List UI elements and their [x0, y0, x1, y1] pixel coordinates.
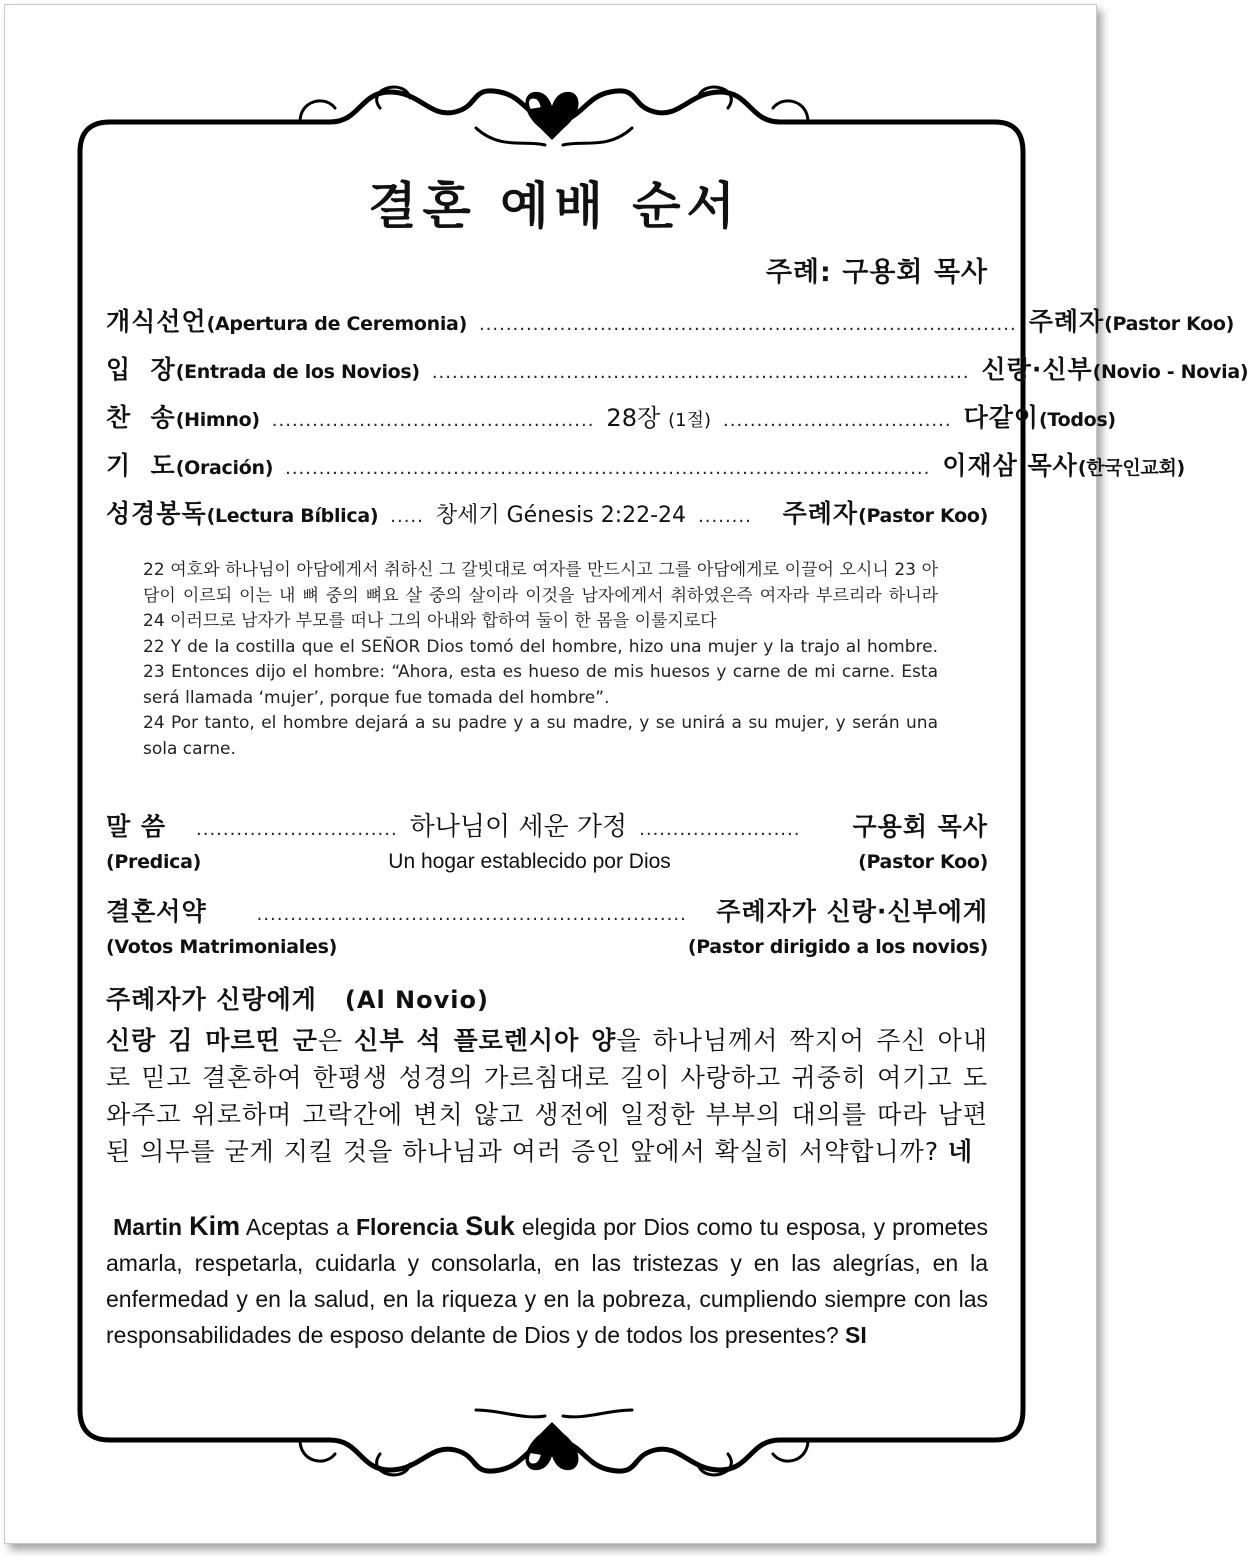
leader-dots: ........ — [698, 506, 752, 527]
vows-right-es: (Pastor dirigido a los novios) — [687, 936, 988, 958]
leader-dots: ................................................................................ — [478, 314, 1017, 335]
item-ko: 입 장 — [106, 355, 176, 384]
verses-spanish-1: 22 Y de la costilla que el SEÑOR Dios tomó del hombre, hizo una mujer y la trajo al hombre. 23 Entonces dijo el hombre: “Ahora, esta es hueso de mis huesos y carne de mi carne. Esta será llamada ‘mujer’, porque fue tomada del hombre”. — [143, 636, 938, 708]
vow-korean — [106, 1022, 988, 1170]
program-row-hymn — [106, 398, 1116, 434]
right-ko: 주례자 — [1028, 307, 1105, 336]
vow-text: elegida por Dios como tu esposa, y prometes amarla, respetarla, cuidarla y consolarla, en las tristezas y en las alegrías, en la enfermedad y en la salud, en la riqueza y en la pobreza, cumpliendo siempre con las responsabilidades de esposo delante de Dios y de todos los presentes? — [106, 1214, 989, 1348]
hymn-verse: (1절) — [668, 410, 712, 431]
right-ko: 이재삼 목사 — [942, 451, 1078, 480]
hymn-number: 28장 — [606, 404, 661, 432]
right-ko: 다같이 — [963, 403, 1040, 432]
vow-text: 을 하나님께서 짝지어 주신 아내로 믿고 결혼하여 한평생 성경의 가르침대로 길이 사랑하고 귀중히 여기고 도와주고 위로하며 고락간에 변치 않고 생전에 일정한 부부의 대의를 따라 남편 된 의무를 굳게 지킬 것을 하나님과 여러 증인 앞에서 확실히 서약합니까? — [106, 1026, 988, 1166]
item-ko: 기 도 — [106, 451, 176, 480]
groom-last-name: Kim — [189, 1211, 241, 1241]
program-row-entrance — [106, 350, 1248, 386]
right-es: (Novio - Novia) — [1092, 361, 1248, 383]
scripture-reference: 창세기 Génesis 2:22-24 — [435, 503, 687, 528]
right-es: (한국인교회) — [1077, 457, 1185, 479]
sermon-title-ko: 하나님이 세운 가정 — [409, 812, 628, 842]
leader-dots: ................................................................................................ — [285, 458, 931, 479]
bride-name-ko: 신부 석 플로렌시아 양 — [354, 1026, 617, 1055]
leader-dots: ................................................................ — [256, 904, 687, 925]
program-row-opening — [106, 302, 1235, 338]
vow-text: Aceptas a — [240, 1214, 356, 1240]
right-ko: 신랑·신부 — [981, 355, 1093, 384]
leader-dots: .................................. — [723, 410, 952, 431]
item-ko: 개식선언 — [106, 307, 207, 336]
vows-row-es — [106, 936, 988, 958]
heading-ko: 주례자가 신랑에게 — [106, 985, 317, 1014]
verses-korean: 22 여호와 하나님이 아담에게서 취하신 그 갈빗대로 여자를 만드시고 그를 아담에게로 이끌어 오시니 23 아담이 이르되 이는 내 뼈 중의 뼈요 살 중의 살이라 이것을 남자에게서 취하였은즉 여자라 부르리라 하니라 24 이러므로 남자가 부모를 떠나 그의 아내와 합하여 둘이 한 몸을 이룰지로다 — [143, 560, 938, 631]
program-row-reading — [106, 494, 988, 530]
sermon-row-es — [106, 850, 988, 874]
bride-last-name: Suk — [465, 1211, 515, 1241]
right-es: (Pastor Koo) — [858, 505, 988, 527]
item-ko: 찬 송 — [106, 403, 176, 432]
item-es: (Entrada de los Novios) — [175, 361, 420, 383]
right-es: (Pastor Koo) — [1104, 313, 1235, 335]
item-ko: 성경봉독 — [106, 499, 207, 528]
sermon-title-es: Un hogar establecido por Dios — [388, 850, 671, 873]
officiant-line: 주례: 구용회 목사 — [765, 257, 988, 288]
page-title: 결혼 예배 순서 — [368, 177, 741, 235]
vows-right-ko: 주례자가 신랑·신부에게 — [716, 897, 988, 926]
vows-ko: 결혼서약 — [106, 897, 207, 926]
leader-dots: ........................ — [639, 819, 801, 840]
item-es: (Himno) — [175, 409, 260, 431]
right-es: (Todos) — [1039, 409, 1116, 431]
scripture-text — [143, 558, 938, 762]
sermon-es: (Predica) — [106, 851, 202, 873]
vows-es: (Votos Matrimoniales) — [106, 936, 337, 958]
to-groom-heading — [106, 980, 988, 1016]
groom-first-name: Martin — [113, 1214, 183, 1240]
sermon-preacher: 구용회 목사 — [852, 812, 988, 841]
sermon-preacher-es: (Pastor Koo) — [858, 851, 988, 873]
item-es: (Lectura Bíblica) — [206, 505, 379, 527]
answer-ko: 네 — [948, 1137, 974, 1166]
right-ko: 주례자 — [782, 499, 859, 528]
verses-spanish-2: 24 Por tanto, el hombre dejará a su padre y a su madre, y se unirá a su mujer, y serán una sola carne. — [143, 713, 938, 759]
item-es: (Apertura de Ceremonia) — [206, 313, 467, 335]
vow-spanish — [106, 1208, 988, 1353]
item-es: (Oración) — [175, 457, 274, 479]
answer-es: SI — [845, 1322, 867, 1348]
heading-es: (Al Novio) — [344, 986, 489, 1014]
groom-name-ko: 신랑 김 마르띤 군 — [106, 1026, 318, 1055]
sermon-ko: 말 씀 — [106, 812, 167, 841]
leader-dots: .............................. — [196, 819, 398, 840]
vow-text: 은 — [317, 1026, 355, 1055]
sermon-row — [106, 806, 988, 843]
leader-dots: ..... — [390, 506, 424, 527]
leader-dots: ................................................ — [271, 410, 595, 431]
vows-row — [106, 892, 988, 928]
bride-first-name: Florencia — [355, 1214, 459, 1240]
program-row-prayer — [106, 446, 1185, 482]
leader-dots: ................................................................................ — [431, 362, 970, 383]
